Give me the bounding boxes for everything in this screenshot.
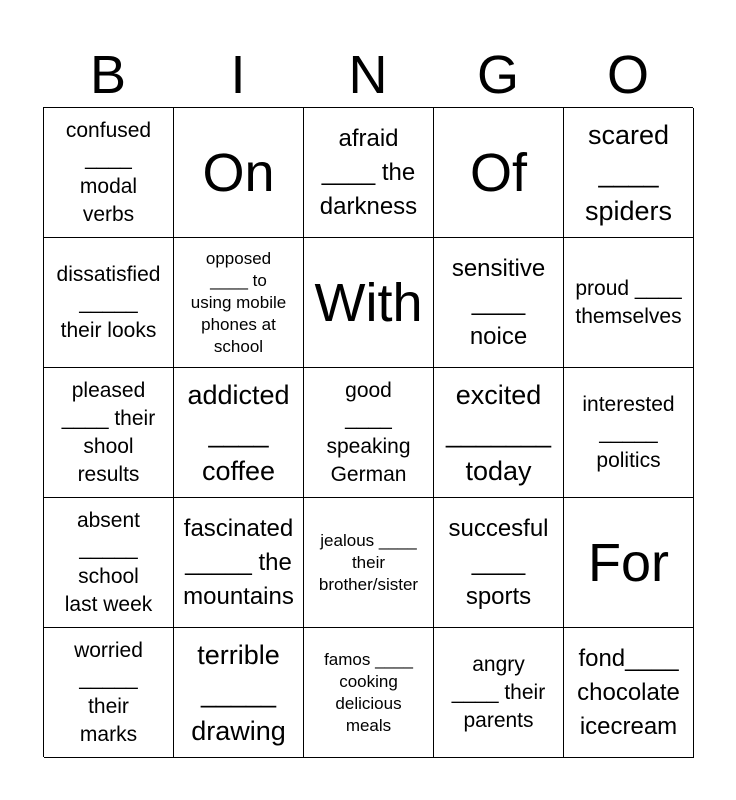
cell-text: jealous ____ their brother/sister [318, 530, 419, 594]
cell-text: terrible _____ drawing [191, 639, 286, 746]
cell-text: confused ____ modal verbs [65, 118, 152, 226]
cell-text: opposed ____ to using mobile phones at school [190, 248, 287, 356]
bingo-cell[interactable] [304, 498, 434, 628]
bingo-cell[interactable] [174, 628, 304, 758]
bingo-cell[interactable] [44, 368, 174, 498]
cell-text: proud ____ themselves [575, 276, 682, 328]
header-letter-o: O [606, 45, 649, 105]
bingo-cell[interactable] [434, 238, 564, 368]
bingo-cell[interactable] [434, 498, 564, 628]
cell-text: pleased ____ their shool results [61, 378, 156, 486]
header-letter-i: I [230, 45, 246, 105]
cell-text: fond____ chocolate icecream [577, 644, 680, 740]
cell-text: succesful ____ sports [448, 514, 549, 610]
bingo-board [43, 107, 693, 757]
header-letter-b: B [89, 45, 127, 105]
header-letter-n: N [348, 45, 388, 105]
bingo-cell[interactable] [564, 628, 694, 758]
cell-text: Of [469, 142, 527, 203]
header-letter-g: G [476, 45, 519, 105]
cell-text: absent _____ school last week [64, 508, 153, 616]
bingo-cell[interactable] [44, 238, 174, 368]
cell-text: For [588, 532, 669, 593]
bingo-cell[interactable] [564, 108, 694, 238]
cell-text: excited _______ today [445, 379, 552, 486]
cell-text: sensitive ____ noice [451, 254, 546, 350]
cell-text: dissatisfied _____ their looks [56, 262, 161, 342]
bingo-cell[interactable] [564, 368, 694, 498]
bingo-cell[interactable] [174, 238, 304, 368]
bingo-cell[interactable] [304, 108, 434, 238]
bingo-cell[interactable] [174, 498, 304, 628]
cell-text: interested _____ politics [582, 392, 675, 472]
bingo-cell[interactable] [434, 368, 564, 498]
cell-text: fascinated _____ the mountains [183, 514, 294, 610]
bingo-cell[interactable] [564, 238, 694, 368]
bingo-cell[interactable] [44, 498, 174, 628]
cell-text: With [314, 272, 423, 333]
bingo-header [43, 42, 693, 108]
bingo-cell[interactable] [304, 628, 434, 758]
bingo-cell[interactable] [44, 108, 174, 238]
bingo-cell[interactable] [174, 108, 304, 238]
cell-text: good ____ speaking German [326, 378, 411, 486]
cell-text: famos ____ cooking delicious meals [324, 649, 413, 735]
cell-text: angry ____ their parents [451, 652, 546, 732]
bingo-cell[interactable] [434, 108, 564, 238]
cell-text: afraid ____ the darkness [319, 124, 418, 220]
bingo-cell[interactable] [174, 368, 304, 498]
bingo-cell[interactable] [44, 628, 174, 758]
bingo-cell[interactable] [564, 498, 694, 628]
cell-text: addicted ____ coffee [187, 379, 290, 486]
cell-text: worried _____ their marks [74, 638, 143, 746]
bingo-cell[interactable] [304, 368, 434, 498]
bingo-cell[interactable] [304, 238, 434, 368]
cell-text: On [202, 142, 275, 203]
cell-text: scared ____ spiders [584, 119, 673, 226]
bingo-cell[interactable] [434, 628, 564, 758]
